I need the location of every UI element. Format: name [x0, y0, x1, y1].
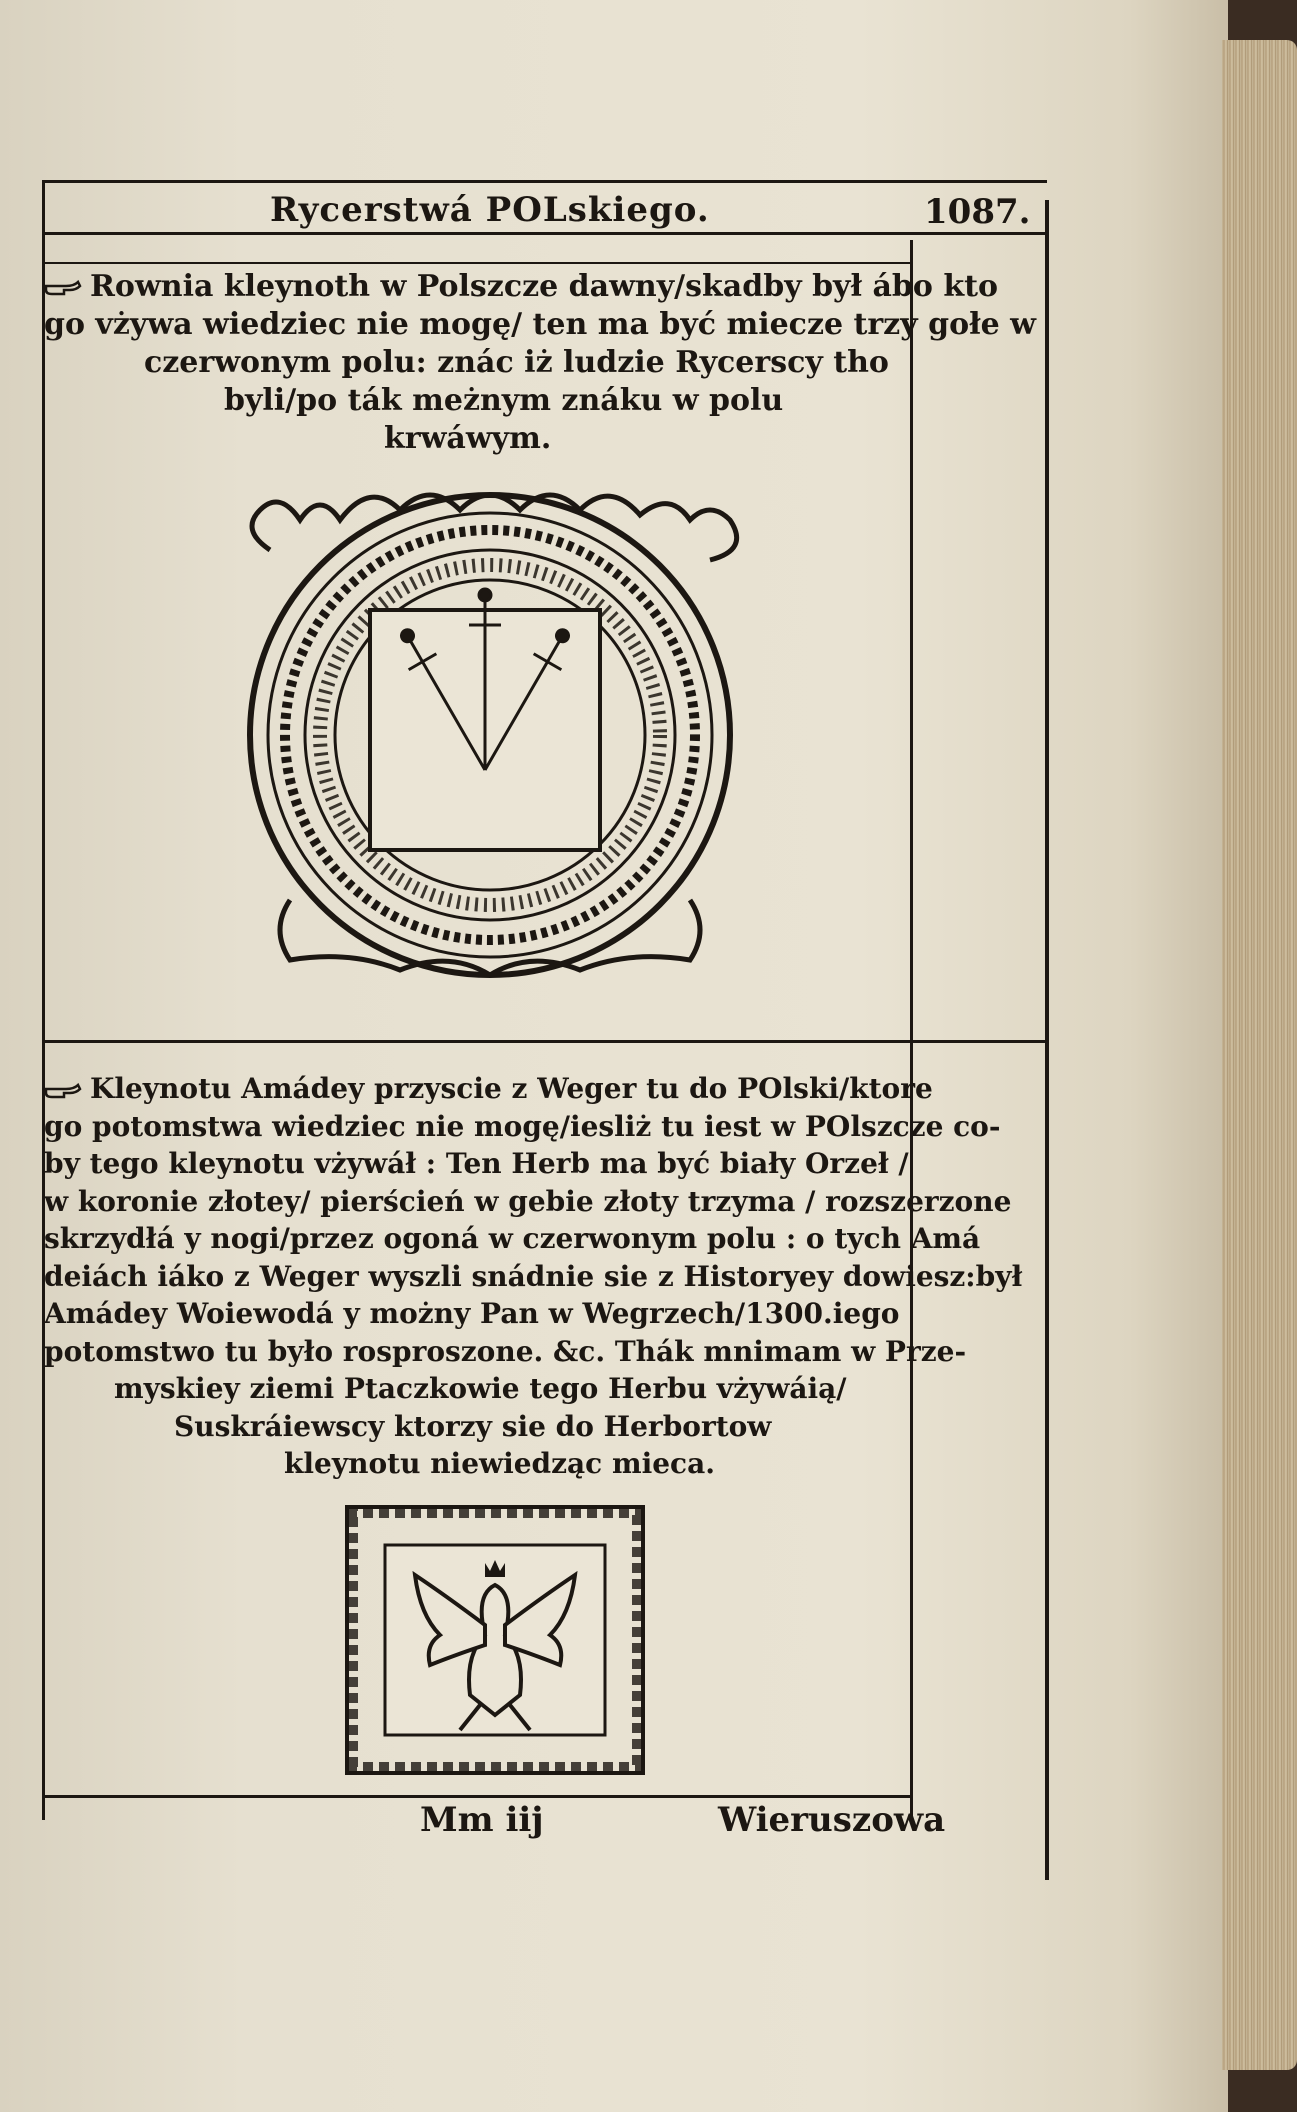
entry-rownia-text — [44, 268, 1036, 458]
entry-line: czerwonym polu: znác iż ludzie Rycerscy tho — [144, 345, 889, 380]
inner-column-rule — [910, 240, 913, 1820]
entry-line: deiách iáko z Weger wyszli snádnie sie z Historyey dowiesz:był — [44, 1259, 1023, 1293]
entry-line: Suskráiewscy ktorzy sie do Herbortow — [174, 1409, 772, 1443]
entry-amadey-text — [44, 1070, 1023, 1483]
entry-line: w koronie złotey/ pierścień w gebie złoty trzyma / rozszerzone — [44, 1184, 1012, 1218]
entry-line: kleynotu niewiedząc mieca. — [284, 1447, 715, 1480]
folio-number: 1087. — [924, 192, 1031, 232]
entry-line: skrzydłá y nogi/przez ogoná w czerwonym polu : o tych Amá — [44, 1222, 981, 1255]
entry-line: by tego kleynotu vżywáł : Ten Herb ma być biały Orzeł / — [44, 1147, 909, 1180]
entry-line: go potomstwa wiedziec nie mogę/iesliż tu iest w POlszcze co- — [44, 1109, 1001, 1143]
running-head: Rycerstwá POLskiego. — [270, 190, 710, 230]
entry-rule — [42, 262, 912, 264]
entry-line: Amádey Woiewodá y możny Pan w Wegrzech/1300.iego — [44, 1297, 900, 1330]
section-rule — [42, 1040, 1047, 1043]
header-rule-bottom — [42, 232, 1047, 235]
entry-line — [44, 1070, 933, 1108]
page-edges — [1222, 40, 1297, 2070]
catchword: Wieruszowa — [718, 1800, 946, 1840]
manicule-icon — [44, 278, 82, 298]
manicule-icon — [44, 1081, 82, 1101]
entry-line: potomstwo tu było rosproszone. &c. Thák mnimam w Prze- — [44, 1334, 967, 1368]
entry-line: krwáwym. — [384, 421, 552, 456]
entry-line-text: Rownia kleynoth w Polszcze dawny/skadby był ábo kto — [90, 269, 998, 304]
entry-line-text: Kleynotu Amádey przyscie z Weger tu do POlski/ktore — [90, 1072, 933, 1105]
entry-line: myskiey ziemi Ptaczkowie tego Herbu vżywáią/ — [114, 1372, 847, 1405]
coat-of-arms-rownia-woodcut — [230, 480, 750, 1000]
entry-line: go vżywa wiedziec nie mogę/ ten ma być miecze trzy gołe w — [44, 307, 1036, 342]
entry-line — [44, 268, 998, 306]
header-rule-top — [42, 180, 1047, 183]
footer-rule — [42, 1795, 912, 1798]
coat-of-arms-amadey-eagle-woodcut — [345, 1505, 645, 1775]
signature-mark: Mm iij — [420, 1800, 544, 1840]
entry-line: byli/po ták meżnym znáku w polu — [224, 383, 784, 418]
